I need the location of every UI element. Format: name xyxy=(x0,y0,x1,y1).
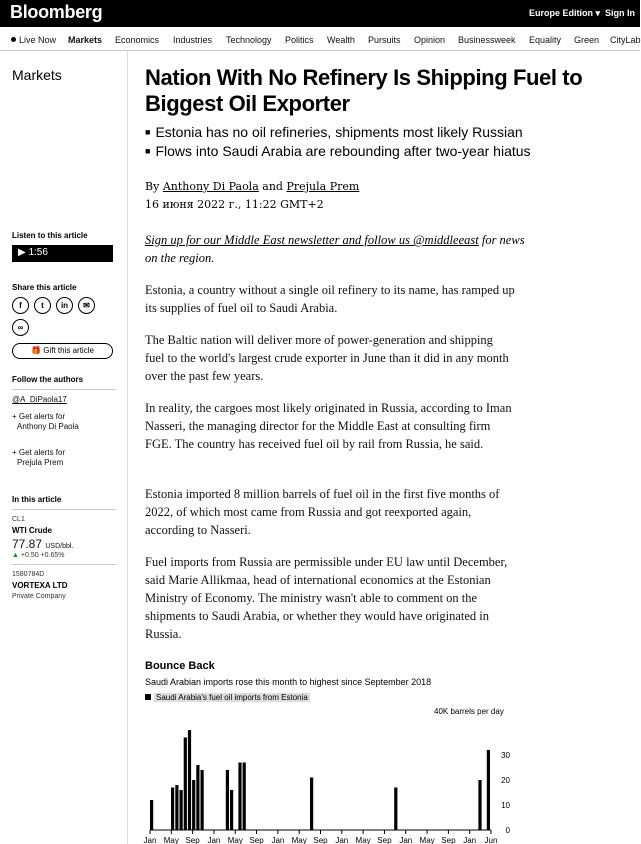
ticker-price xyxy=(12,537,73,551)
chart-bar xyxy=(196,765,199,830)
article-headline: Nation With No Refinery Is Shipping Fuel to Biggest Oil Exporter xyxy=(145,65,583,116)
divider xyxy=(12,509,116,510)
author-link[interactable]: Prejula Prem xyxy=(286,180,360,193)
x-tick-label: Jan xyxy=(335,836,349,844)
chart-bar xyxy=(310,778,313,831)
nav-opinion[interactable]: Opinion xyxy=(414,35,446,45)
y-tick-label: 20 xyxy=(501,776,510,785)
newsletter-link[interactable]: Sign up for our Middle East newsletter and follow us @middleeast xyxy=(145,233,479,247)
chart-unit-label: 40K barrels per day xyxy=(434,707,504,716)
x-tick-label: May xyxy=(227,836,243,844)
nav-pursuits[interactable]: Pursuits xyxy=(368,35,401,45)
sidebar xyxy=(0,51,128,844)
x-tick-label: Jan xyxy=(271,836,285,844)
x-tick-label: Jan xyxy=(463,836,477,844)
chart-bar xyxy=(150,800,153,830)
nav-industries[interactable]: Industries xyxy=(173,35,213,45)
facebook-icon[interactable]: f xyxy=(12,297,29,314)
share-heading: Share this article xyxy=(12,283,77,292)
divider xyxy=(12,564,116,565)
x-tick-label: Jan xyxy=(399,836,413,844)
article-paragraph: Estonia imported 8 million barrels of fuel oil in the first five months of 2022, of which most came from Russia and got reexported again, according to Nasseri. xyxy=(145,487,500,537)
section-label[interactable]: Markets xyxy=(12,67,62,83)
edition-selector[interactable]: Europe Edition ▾ xyxy=(528,8,600,18)
alert-author-1[interactable] xyxy=(12,412,79,432)
x-tick-label: Sep xyxy=(377,836,392,844)
alert-label: + Get alerts for xyxy=(12,412,66,421)
alert-author-2[interactable] xyxy=(12,448,65,468)
price-unit: USD/bbl. xyxy=(45,543,74,550)
chart-subtitle: Saudi Arabian imports rose this month to highest since September 2018 xyxy=(145,677,432,687)
copy-link-icon[interactable]: ∞ xyxy=(12,319,29,336)
publish-date: 16 июня 2022 г., 11:22 GMT+2 xyxy=(145,198,324,211)
alert-author-name: Anthony Di Paola xyxy=(17,422,79,431)
summary-bullets xyxy=(145,123,625,161)
chart-bar xyxy=(180,790,183,830)
and-label: and xyxy=(262,180,283,193)
article-paragraph: Estonia, a country without a single oil refinery to its name, has ramped up its supplies of fuel oil to Saudi Arabia. xyxy=(145,283,515,315)
chart-bar xyxy=(188,730,191,830)
by-label: By xyxy=(145,180,160,193)
author-link[interactable]: Anthony Di Paola xyxy=(162,180,259,193)
chart-bar xyxy=(230,790,233,830)
x-tick-label: Jan xyxy=(207,836,221,844)
summary-bullet: ■ Estonia has no oil refineries, shipments most likely Russian xyxy=(145,123,625,142)
change-value: +0.50 +0.65% xyxy=(20,552,65,559)
nav-markets[interactable]: Markets xyxy=(68,35,103,45)
price-value: 77.87 xyxy=(12,537,43,551)
chart-title: Bounce Back xyxy=(145,660,215,672)
nav-technology[interactable]: Technology xyxy=(226,35,272,45)
ticker-code: CL1 xyxy=(12,516,25,523)
nav-live-now[interactable] xyxy=(11,35,56,45)
alert-label: + Get alerts for xyxy=(12,448,66,457)
legend-swatch xyxy=(145,694,151,700)
x-tick-label: May xyxy=(291,836,307,844)
chart-bar xyxy=(192,780,195,830)
chart-bar xyxy=(487,750,490,830)
email-icon[interactable]: ✉ xyxy=(78,297,95,314)
nav-citylab[interactable]: CityLab xyxy=(610,35,641,45)
nav-politics[interactable]: Politics xyxy=(285,35,314,45)
bar-chart xyxy=(145,715,520,844)
listen-play-button[interactable]: ▶ 1:56 xyxy=(12,245,113,262)
chart-bar xyxy=(243,763,246,831)
ticker-name[interactable]: WTI Crude xyxy=(12,526,52,535)
x-tick-label: May xyxy=(419,836,435,844)
article-paragraph: The Baltic nation will deliver more of power-generation and shipping fuel to the world's largest crude exporter in June than it did in any month over the past few years. xyxy=(145,333,509,383)
x-tick-label: May xyxy=(163,836,179,844)
x-tick-label: Sep xyxy=(185,836,200,844)
nav-wealth[interactable]: Wealth xyxy=(327,35,355,45)
up-arrow-icon: ▲ xyxy=(12,552,19,559)
sign-in-link[interactable]: Sign In xyxy=(605,8,635,18)
live-dot-icon xyxy=(11,37,16,42)
top-bar xyxy=(0,0,640,27)
article-paragraph: Fuel imports from Russia are permissible under EU law until December, said Marie Allikmaa, head of international economics at the Estonian Ministry of Economy. The ministry wasn't able to comment on the shipments to Saudi Arabia, or whether they would have originated in Russia. xyxy=(145,555,508,641)
nav-equality[interactable]: Equality xyxy=(529,35,562,45)
nav-green[interactable]: Green xyxy=(574,35,600,45)
chart-bar xyxy=(171,788,174,831)
newsletter-promo xyxy=(145,231,525,267)
in-article-heading: In this article xyxy=(12,495,62,504)
bloomberg-logo[interactable]: Bloomberg xyxy=(10,2,103,22)
company-type: Private Company xyxy=(12,593,66,600)
chart-bar xyxy=(238,763,241,831)
chart-bar xyxy=(478,780,481,830)
chart-bar xyxy=(394,788,397,831)
y-tick-label: 10 xyxy=(501,801,510,810)
gift-article-button[interactable]: 🎁 Gift this article xyxy=(12,343,113,359)
twitter-icon[interactable]: t xyxy=(34,297,51,314)
summary-bullet: ■ Flows into Saudi Arabia are rebounding after two-year hiatus xyxy=(145,142,625,161)
x-tick-label: Sep xyxy=(249,836,264,844)
chart-legend xyxy=(145,693,310,702)
twitter-handle-link[interactable]: @A_DiPaola17 xyxy=(12,395,67,404)
x-tick-label: Jan xyxy=(143,836,157,844)
x-tick-label: Jun xyxy=(484,836,498,844)
chart-bar xyxy=(226,770,229,830)
article-paragraph: In reality, the cargoes most likely originated in Russia, according to Iman Nasseri, the managing director for the Middle East at consulting firm FGE. The country has received fuel oil by rail from Russia, he said. xyxy=(145,401,512,451)
legend-label: Saudi Arabia's fuel oil imports from Estonia xyxy=(156,693,308,702)
chart-bar xyxy=(175,785,178,830)
divider xyxy=(12,389,116,390)
byline xyxy=(145,178,359,214)
linkedin-icon[interactable]: in xyxy=(56,297,73,314)
nav-live-label: Live Now xyxy=(19,35,57,45)
follow-heading: Follow the authors xyxy=(12,375,84,384)
alert-author-name: Prejula Prem xyxy=(17,458,64,467)
listen-heading: Listen to this article xyxy=(12,231,88,240)
x-tick-label: Sep xyxy=(441,836,456,844)
y-tick-label: 0 xyxy=(505,826,510,835)
ticker-code: 1580784D xyxy=(12,571,45,578)
chart-bar xyxy=(201,770,204,830)
nav-businessweek[interactable]: Businessweek xyxy=(458,35,516,45)
ticker-change xyxy=(12,552,64,559)
newsletter-tail: for news on the region. xyxy=(145,233,525,265)
main-nav xyxy=(0,27,640,51)
company-name[interactable]: VORTEXA LTD xyxy=(12,581,68,590)
x-tick-label: Sep xyxy=(313,836,328,844)
chart-bar xyxy=(184,738,187,831)
x-tick-label: May xyxy=(355,836,371,844)
nav-economics[interactable]: Economics xyxy=(115,35,160,45)
y-tick-label: 30 xyxy=(501,751,510,760)
